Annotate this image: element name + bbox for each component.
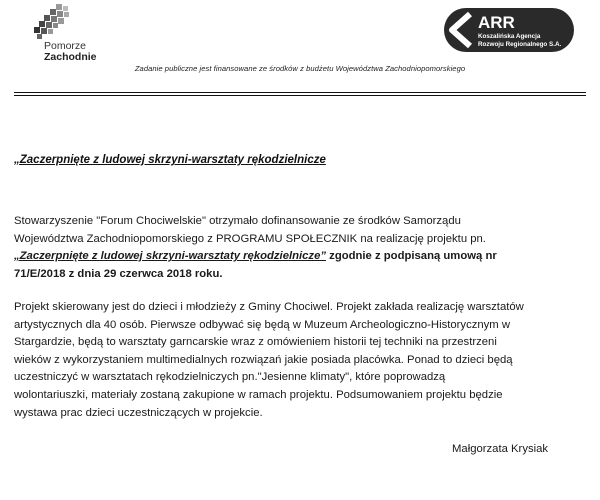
mosaic-logo-icon xyxy=(34,4,70,42)
paragraph2-line: Projekt skierowany jest do dzieci i młodzieży z Gminy Chociwel. Projekt zakłada realizację warsztatów xyxy=(14,301,524,313)
paragraph2-line: wieków z wykorzystaniem multimedialnych rozwiązań jakie posiada placówka. Ponad to dzieci będą xyxy=(14,353,513,366)
pomorze-zachodnie-logo xyxy=(14,4,114,66)
paragraph-funding-info xyxy=(14,213,584,283)
project-name-emphasis: „Zaczerpnięte z ludowej skrzyni-warsztaty rękodzielnicze” xyxy=(14,250,327,263)
arr-agency-logo xyxy=(444,8,574,52)
funding-note: Zadanie publiczne jest finansowane ze środków z budżetu Województwa Zachodniopomorskiego xyxy=(134,64,466,73)
header-rule-bottom xyxy=(14,95,586,96)
logo-text-pomorze: Pomorze xyxy=(44,40,87,52)
document-title: „Zaczerpnięte z ludowej skrzyni-warsztaty rękodzielnicze xyxy=(14,154,326,166)
logo-text-zachodnie: Zachodnie xyxy=(44,51,97,63)
arr-name-line1: Koszalińska Agencja xyxy=(478,33,541,40)
paragraph2-line: artystycznych dla 40 osób. Pierwsze odbywać się będą w Muzeum Archeologiczno-Historycznym w xyxy=(14,318,511,331)
paragraph1-line2: Województwa Zachodniopomorskiego z PROGRAMU SPOŁECZNIK na realizację projektu pn. xyxy=(14,232,486,245)
paragraph2-line: Stargardzie, będą to warsztaty garncarskie wraz z omówieniem historii tej techniki na przestrzeni xyxy=(14,336,497,349)
paragraph2-line: uczestniczyć w warsztatach rękodzielniczych pn."Jesienne klimaty", które poprowadzą xyxy=(14,371,446,384)
header-rule-top xyxy=(14,92,586,93)
paragraph2-line: wolontariuszki, materiały zostaną zakupione w ramach projektu. Podsumowaniem projektu będzie xyxy=(14,388,503,401)
signature-author: Małgorzata Krysiak xyxy=(452,443,549,455)
paragraph1-line3 xyxy=(14,248,584,266)
paragraph1-line4: 71/E/2018 z dnia 29 czerwca 2018 roku. xyxy=(14,267,223,280)
paragraph-project-description xyxy=(14,299,584,422)
arr-name-line2: Rozwoju Regionalnego S.A. xyxy=(478,41,562,48)
paragraph1-line1: Stowarzyszenie "Forum Chociwelskie" otrzymało dofinansowanie ze środków Samorządu xyxy=(14,215,461,227)
agreement-text: zgodnie z podpisaną umową nr xyxy=(326,250,497,263)
arr-acronym: ARR xyxy=(478,13,515,32)
paragraph2-line: wystawa prac dzieci uczestniczących w projekcie. xyxy=(14,406,263,419)
